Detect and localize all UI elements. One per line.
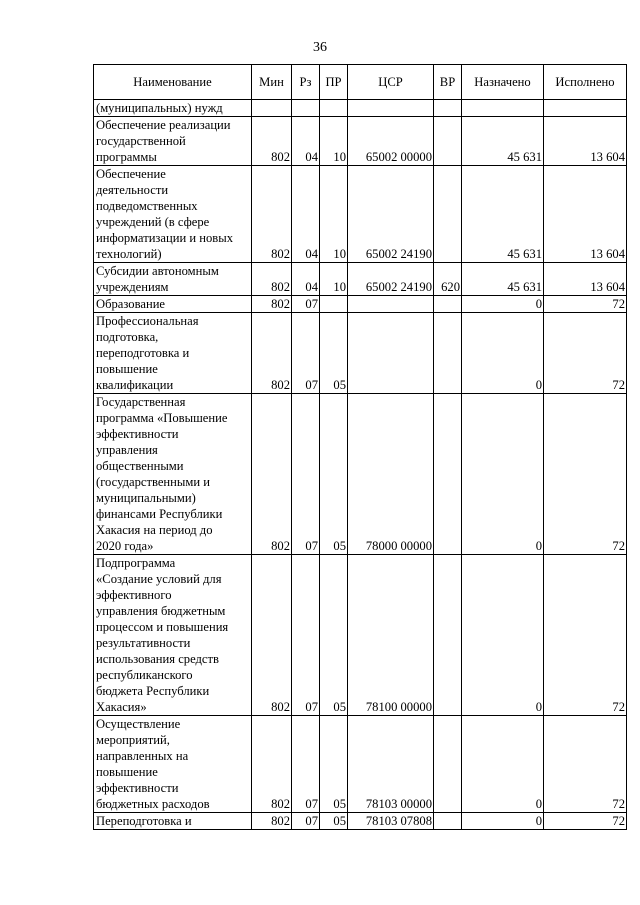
cell-min: 802 [252,313,292,394]
cell-name-line: направленных на [96,749,189,763]
cell-name-line: Профессиональная [96,314,199,328]
cell-name-line: программа «Повышение [96,411,228,425]
table-row [94,394,627,555]
cell-csr: 78103 07808 [348,813,434,830]
cell-vr [434,117,462,166]
cell-name-line: «Создание условий для [96,572,222,586]
cell-name-line: Субсидии автономным [96,264,219,278]
cell-name [94,117,252,166]
cell-vr [434,296,462,313]
cell-name-line: программы [96,150,157,164]
cell-name-line: Хакасия на период до [96,523,213,537]
cell-assigned: 45 631 [462,166,544,263]
table-row [94,117,627,166]
cell-name-line: мероприятий, [96,733,170,747]
cell-pr: 05 [320,313,348,394]
header-pr: ПР [320,65,348,100]
cell-name [94,394,252,555]
cell-name-line: квалификации [96,378,174,392]
cell-vr [434,100,462,117]
header-assigned: Назначено [462,65,544,100]
cell-min: 802 [252,716,292,813]
cell-assigned: 0 [462,555,544,716]
cell-csr [348,296,434,313]
cell-name-line: Переподготовка и [96,814,192,828]
cell-pr: 05 [320,813,348,830]
table-row [94,555,627,716]
cell-name-line: бюджета Республики [96,684,210,698]
cell-vr [434,394,462,555]
cell-name-line: (государственными и [96,475,210,489]
cell-name [94,313,252,394]
cell-name [94,100,252,117]
cell-name-line: деятельности [96,183,169,197]
cell-executed: 13 604 [544,166,627,263]
cell-vr [434,716,462,813]
cell-name-line: Государственная [96,395,186,409]
cell-rz: 07 [292,313,320,394]
cell-name [94,813,252,830]
cell-executed [544,100,627,117]
cell-assigned: 0 [462,813,544,830]
cell-rz: 07 [292,555,320,716]
cell-assigned [462,100,544,117]
cell-pr [320,296,348,313]
table-row [94,100,627,117]
cell-vr [434,313,462,394]
cell-executed: 72 [544,296,627,313]
cell-executed: 72 [544,394,627,555]
cell-name-line: эффективного [96,588,172,602]
cell-assigned: 45 631 [462,263,544,296]
cell-name-line: результативности [96,636,191,650]
cell-csr: 65002 00000 [348,117,434,166]
cell-name-line: технологий) [96,247,162,261]
table-row [94,813,627,830]
cell-rz: 07 [292,813,320,830]
table-row [94,263,627,296]
cell-rz [292,100,320,117]
cell-executed: 72 [544,813,627,830]
cell-name-line: подведомственных [96,199,198,213]
cell-vr [434,166,462,263]
cell-name [94,263,252,296]
cell-executed: 72 [544,313,627,394]
cell-name-line: финансами Республики [96,507,223,521]
cell-csr: 78000 00000 [348,394,434,555]
cell-csr: 78100 00000 [348,555,434,716]
cell-assigned: 45 631 [462,117,544,166]
cell-pr: 05 [320,555,348,716]
cell-rz: 07 [292,716,320,813]
cell-csr: 65002 24190 [348,166,434,263]
cell-vr: 620 [434,263,462,296]
cell-executed: 72 [544,555,627,716]
cell-name-line: общественными [96,459,184,473]
cell-min: 802 [252,117,292,166]
cell-name-line: управления бюджетным [96,604,226,618]
cell-name [94,555,252,716]
cell-min: 802 [252,296,292,313]
cell-pr: 05 [320,716,348,813]
cell-min: 802 [252,555,292,716]
cell-name-line: эффективности [96,781,179,795]
cell-name-line: Образование [96,297,166,311]
cell-name-line: бюджетных расходов [96,797,210,811]
header-csr: ЦСР [348,65,434,100]
header-vr: ВР [434,65,462,100]
table-row [94,166,627,263]
cell-name-line: управления [96,443,158,457]
cell-name-line: использования средств [96,652,219,666]
cell-pr [320,100,348,117]
cell-name-line: Обеспечение реализации [96,118,231,132]
cell-min: 802 [252,166,292,263]
cell-executed: 13 604 [544,117,627,166]
cell-min [252,100,292,117]
cell-assigned: 0 [462,313,544,394]
cell-vr [434,813,462,830]
cell-name-line: переподготовка и [96,346,190,360]
header-rz: Рз [292,65,320,100]
cell-pr: 10 [320,263,348,296]
cell-min: 802 [252,394,292,555]
cell-assigned: 0 [462,296,544,313]
cell-rz: 07 [292,394,320,555]
table-row [94,296,627,313]
cell-csr: 78103 00000 [348,716,434,813]
header-min: Мин [252,65,292,100]
cell-name-line: Хакасия» [96,700,147,714]
cell-name-line: Обеспечение [96,167,166,181]
cell-min: 802 [252,263,292,296]
cell-name-line: муниципальными) [96,491,196,505]
cell-name-line: эффективности [96,427,179,441]
cell-name-line: процессом и повышения [96,620,229,634]
cell-csr [348,313,434,394]
cell-name-line: республиканского [96,668,193,682]
cell-name-line: учреждений (в сфере [96,215,210,229]
cell-name-line: Осуществление [96,717,181,731]
cell-name [94,166,252,263]
cell-name-line: подготовка, [96,330,159,344]
cell-pr: 05 [320,394,348,555]
cell-name-line: 2020 года» [96,539,154,553]
header-name: Наименование [94,65,252,100]
cell-name [94,296,252,313]
cell-vr [434,555,462,716]
cell-pr: 10 [320,166,348,263]
cell-assigned: 0 [462,394,544,555]
cell-rz: 07 [292,296,320,313]
cell-name [94,716,252,813]
cell-name-line: информатизации и новых [96,231,233,245]
cell-name-line: учреждениям [96,280,169,294]
budget-table [93,64,627,830]
cell-csr [348,100,434,117]
cell-csr: 65002 24190 [348,263,434,296]
cell-pr: 10 [320,117,348,166]
cell-rz: 04 [292,166,320,263]
cell-min: 802 [252,813,292,830]
cell-name-line: Подпрограмма [96,556,176,570]
cell-name-line: государственной [96,134,186,148]
table-row [94,313,627,394]
page-number: 36 [313,40,327,55]
cell-name-line: (муниципальных) нужд [96,101,223,115]
table-header-row [94,65,627,100]
header-executed: Исполнено [544,65,627,100]
cell-rz: 04 [292,263,320,296]
cell-executed: 13 604 [544,263,627,296]
table-row [94,716,627,813]
cell-name-line: повышение [96,765,158,779]
cell-executed: 72 [544,716,627,813]
cell-rz: 04 [292,117,320,166]
cell-name-line: повышение [96,362,158,376]
cell-assigned: 0 [462,716,544,813]
